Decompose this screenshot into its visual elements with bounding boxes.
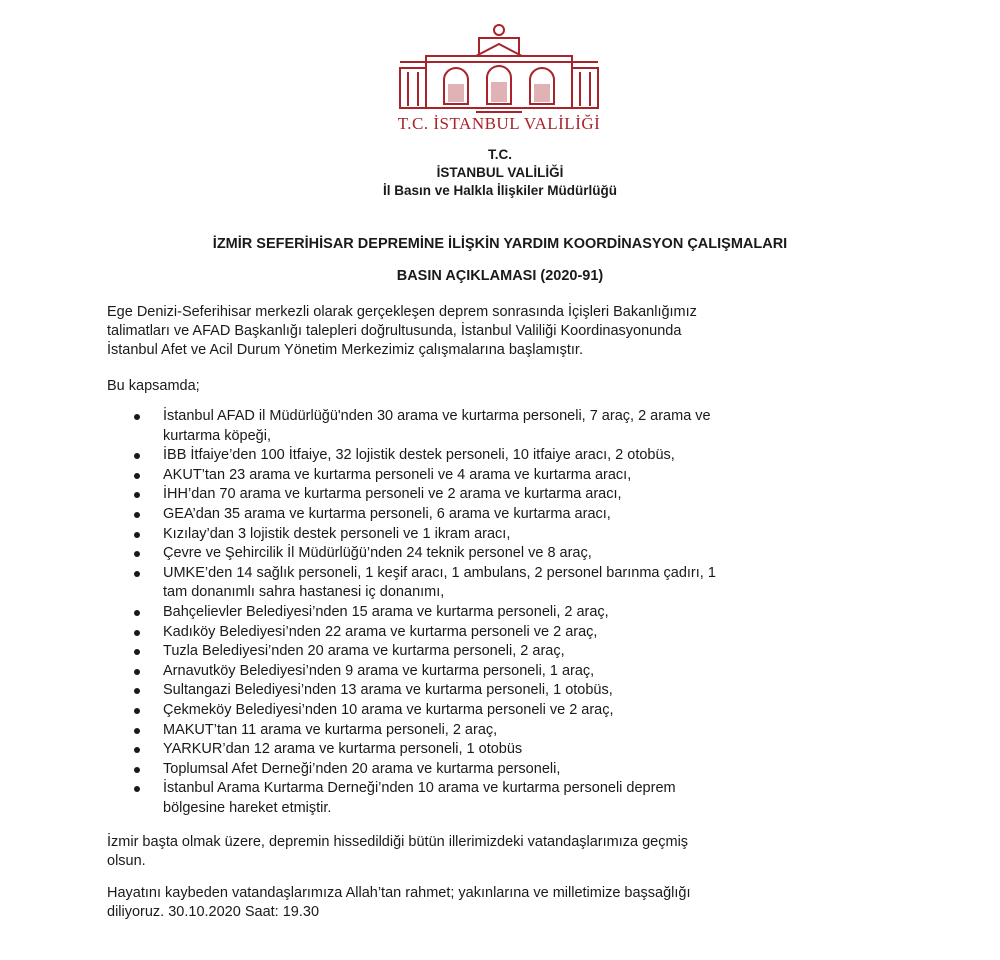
intro-line: Ege Denizi-Seferihisar merkezli olarak gerçekleşen deprem sonrasında İçişleri Bakanlığımız (107, 304, 697, 320)
list-item (107, 505, 897, 525)
list-item (107, 564, 897, 603)
list-item-line: Tuzla Belediyesi’nden 20 arama ve kurtarma personeli, 2 araç, (163, 643, 565, 660)
list-item-line: Çevre ve Şehircilik İl Müdürlüğü’nden 24 teknik personel ve 8 araç, (163, 545, 592, 562)
list-item-line: İstanbul Arama Kurtarma Derneği’nden 10 arama ve kurtarma personeli deprem (163, 780, 676, 797)
governorship-building-icon (396, 22, 602, 114)
list-item (107, 740, 897, 760)
list-item-line: İstanbul AFAD il Müdürlüğü'nden 30 arama ve kurtarma personeli, 7 araç, 2 arama ve (163, 408, 711, 424)
list-item (107, 485, 897, 505)
logo-caption: T.C. İSTANBUL VALİLİĞİ (397, 114, 601, 133)
closing-paragraph-1 (107, 833, 897, 871)
closing-line: diliyoruz. 30.10.2020 Saat: 19.30 (107, 904, 320, 920)
list-item (107, 662, 897, 682)
header-governorship: İSTANBUL VALİLİĞİ (436, 165, 564, 180)
closing-line: Hayatını kaybeden vatandaşlarımıza Allah’tan rahmet; yakınlarına ve milletimize başsağlığı (107, 885, 691, 901)
list-item (107, 446, 897, 466)
list-item-line: AKUT’tan 23 arama ve kurtarma personeli ve 4 arama ve kurtarma aracı, (163, 466, 632, 483)
list-item-line: MAKUT’tan 11 arama ve kurtarma personeli, 2 araç, (163, 721, 498, 738)
list-item-line: İHH’dan 70 arama ve kurtarma personeli ve 2 arama ve kurtarma aracı, (163, 486, 622, 503)
resource-list (107, 407, 897, 818)
list-item (107, 701, 897, 721)
list-item-line: Kadıköy Belediyesi’nden 22 arama ve kurtarma personeli ve 2 araç, (163, 623, 598, 640)
list-item-line: bölgesine hareket etmiştir. (163, 799, 332, 816)
list-item-line: Bahçelievler Belediyesi’nden 15 arama ve kurtarma personeli, 2 araç, (163, 603, 609, 620)
header-department: İl Basın ve Halkla İlişkiler Müdürlüğü (382, 183, 618, 198)
list-item (107, 525, 897, 545)
document-title: İZMİR SEFERİHİSAR DEPREMİNE İLİŞKİN YARDIM KOORDİNASYON ÇALIŞMALARI (212, 236, 788, 252)
intro-line: talimatları ve AFAD Başkanlığı talepleri doğrultusunda, İstanbul Valiliği Koordinasyonunda (107, 323, 682, 339)
closing-paragraph-2 (107, 884, 897, 922)
list-item-line: GEA’dan 35 arama ve kurtarma personeli, 6 arama ve kurtarma aracı, (163, 505, 611, 522)
list-item-line: Sultangazi Belediyesi’nden 13 arama ve kurtarma personeli, 1 otobüs, (163, 682, 613, 699)
list-item (107, 407, 897, 446)
list-item (107, 603, 897, 623)
list-item (107, 466, 897, 486)
list-item-line: tam donanımlı sahra hastanesi iç donanımı, (163, 584, 445, 601)
list-item (107, 779, 897, 818)
document-subtitle: BASIN AÇIKLAMASI (2020-91) (396, 268, 604, 284)
closing-line: olsun. (107, 853, 146, 869)
list-item (107, 721, 897, 741)
list-item-line: kurtarma köpeği, (163, 427, 271, 444)
list-item-line: İBB İtfaiye’den 100 İtfaiye, 32 lojistik destek personeli, 10 itfaiye aracı, 2 otobüs, (163, 447, 675, 464)
list-item-line: Kızılay’dan 3 lojistik destek personeli ve 1 ikram aracı, (163, 525, 511, 542)
header-tc: T.C. (487, 147, 512, 162)
closing-line: İzmir başta olmak üzere, depremin hissedildiği bütün illerimizdeki vatandaşlarımıza geçmiş (107, 834, 689, 850)
list-item-line: Toplumsal Afet Derneği’nden 20 arama ve kurtarma personeli, (163, 760, 561, 777)
governorship-logo (396, 22, 602, 134)
scope-label: Bu kapsamda; (107, 378, 200, 394)
list-item (107, 642, 897, 662)
list-item (107, 623, 897, 643)
list-item-line: YARKUR’dan 12 arama ve kurtarma personeli, 1 otobüs (163, 741, 523, 758)
list-item (107, 681, 897, 701)
intro-line: İstanbul Afet ve Acil Durum Yönetim Merkezimiz çalışmalarına başlamıştır. (107, 342, 583, 358)
list-item (107, 544, 897, 564)
list-item-line: UMKE’den 14 sağlık personeli, 1 keşif aracı, 1 ambulans, 2 personel barınma çadırı, 1 (163, 564, 716, 581)
list-item (107, 760, 897, 780)
intro-paragraph (107, 303, 897, 360)
list-item-line: Çekmeköy Belediyesi’nden 10 arama ve kurtarma personeli ve 2 araç, (163, 701, 614, 718)
list-item-line: Arnavutköy Belediyesi’nden 9 arama ve kurtarma personeli, 1 araç, (163, 662, 595, 679)
